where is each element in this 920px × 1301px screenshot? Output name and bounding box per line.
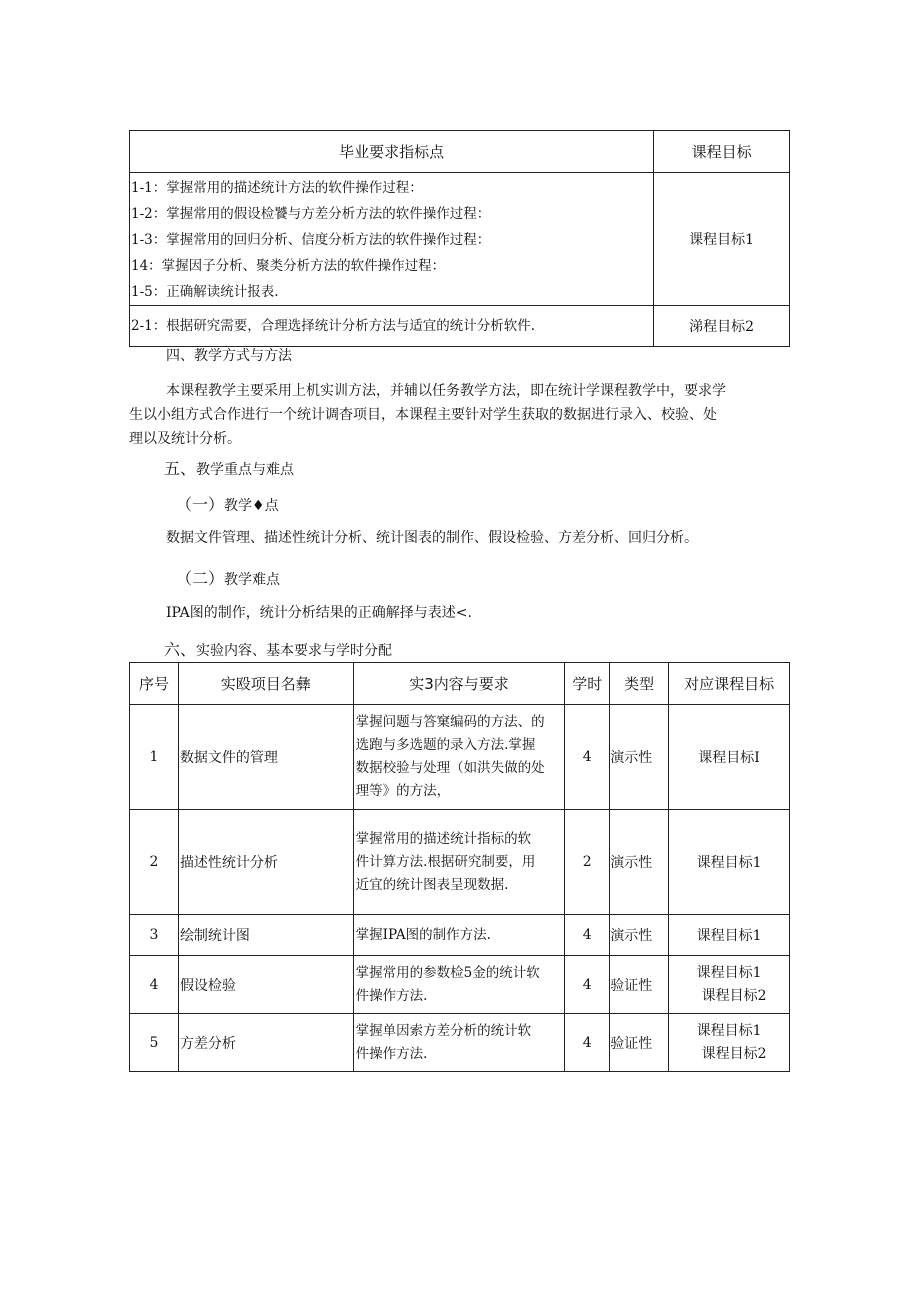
table-row (130, 1014, 790, 1072)
goal-cell: 涕程目标2 (654, 306, 790, 347)
section-5-title (164, 456, 294, 479)
row-hours: 2 (565, 810, 610, 915)
row-type: 演示性 (610, 705, 669, 810)
section-6-title (164, 637, 392, 660)
indicator-line: 1-3：掌握常用的回归分析、信度分析方法的软件操作过程： (131, 232, 491, 248)
row-goal (669, 705, 790, 810)
content-line: 近宜的统计图表呈现数据. (355, 876, 509, 893)
row-hours: 4 (565, 1014, 610, 1072)
indicator-cell (130, 173, 654, 306)
header-goal: 对应课程目标 (669, 663, 790, 705)
content-line: 掌握单因索方差分析的统计软 (355, 1022, 532, 1039)
section-5-text: 教学重点与难点 (196, 462, 295, 478)
header-name: 实殴项目名彝 (178, 663, 353, 705)
subsection-1-body: 数据文件管理、描述性统计分析、统计图表的制作、假设检验、方差分析、回归分析。 (166, 530, 698, 546)
content-line: 掌握IPA图的制作方法. (355, 926, 491, 943)
content-line: 件操作方法. (355, 1045, 428, 1062)
row-hours: 4 (565, 915, 610, 956)
header-hours: 学时 (565, 663, 610, 705)
row-no: 3 (130, 915, 179, 956)
goal-line: 课程目标1 (696, 855, 762, 871)
content-line: 理等》的方法， (355, 783, 451, 799)
subsection-1-text: 教学♦点 (224, 498, 279, 514)
row-name: 绘制统计图 (178, 915, 353, 956)
row-name: 描述性统计分析 (178, 810, 353, 915)
section-4-title: 四、教学方式与方法 (166, 348, 292, 364)
section-6-number: 六、 (164, 640, 197, 659)
subsection-1-number: （一） (176, 495, 225, 514)
goal-line: 课程目标1 (696, 928, 762, 944)
table-row (130, 810, 790, 915)
requirements-table (129, 130, 790, 347)
row-name: 假设检验 (178, 956, 353, 1014)
header-indicator: 毕业要求指标点 (130, 131, 654, 173)
table-row (130, 173, 790, 306)
row-no: 5 (130, 1014, 179, 1072)
row-goal (669, 1014, 790, 1072)
row-hours: 4 (565, 956, 610, 1014)
row-name: 方差分析 (178, 1014, 353, 1072)
row-no: 2 (130, 810, 179, 915)
row-content (353, 705, 565, 810)
indicator-line: 1-2：掌握常用的假设检饕与方差分析方法的软件操作过程： (131, 206, 491, 222)
row-content (353, 810, 565, 915)
requirements-header-row (130, 131, 790, 173)
section-5-number: 五、 (164, 459, 197, 478)
section-4-para-line: 本课程教学主要采用上机实训方法，并辅以任务教学方法，即在统计学课程教学中，要求学 (166, 383, 726, 399)
content-line: 选跑与多选题的录入方法.掌握 (355, 737, 536, 753)
row-type: 演示性 (610, 810, 669, 915)
row-content (353, 915, 565, 956)
row-no: 1 (130, 705, 179, 810)
row-type: 演示性 (610, 915, 669, 956)
indicator-line: 2-1：根据研究需要，合理选择统计分析方法与适宜的统计分析软件. (131, 318, 536, 334)
goal-line: 课程目标2 (701, 987, 767, 1004)
row-name: 数据文件的管理 (178, 705, 353, 810)
goal-line: 课程目标1 (696, 964, 762, 981)
row-content (353, 1014, 565, 1072)
subsection-2-number: （二） (176, 569, 225, 588)
table-row (130, 705, 790, 810)
indicator-line: 1-1：掌握常用的描述统计方法的软件操作过程： (131, 180, 423, 196)
section-4-para-line: 生以小组方式合作进行一个统计调杳项目，本课程主要针对学生获取的数据进行录入、校验、处 (129, 407, 717, 423)
subsection-2-body: IPA图的制作，统计分析结果的正确解择与表述<. (166, 605, 472, 621)
row-content (353, 956, 565, 1014)
subsection-2-text: 教学难点 (224, 572, 281, 588)
header-goal: 课程目标 (654, 131, 790, 173)
experiment-header-row (130, 663, 790, 705)
experiment-table (129, 662, 790, 1072)
content-line: 掌握问题与答窠编码的方法、的 (355, 714, 545, 730)
table-row (130, 915, 790, 956)
goal-line: 课程目标1 (696, 1022, 762, 1039)
header-type: 类型 (610, 663, 669, 705)
row-goal (669, 810, 790, 915)
content-line: 件操作方法. (355, 987, 428, 1004)
subsection-1-title (176, 492, 279, 515)
content-line: 掌握常用的参数检5金的统计软 (355, 964, 540, 981)
row-no: 4 (130, 956, 179, 1014)
section-4-para-line: 理以及统计分析。 (129, 431, 241, 447)
indicator-line: 1-5：正确解读统计报表. (131, 284, 279, 300)
table-row (130, 306, 790, 347)
indicator-line: 14：掌握因子分析、聚类分析方法的软件操作过程： (131, 258, 446, 274)
indicator-cell (130, 306, 654, 347)
content-line: 件计算方法.根据研究制要，用 (355, 853, 536, 870)
table-row (130, 956, 790, 1014)
content-line: 数据校验与处理（如洪失做的处 (355, 760, 545, 776)
goal-line: 课程目标2 (701, 1045, 767, 1062)
header-no: 序号 (130, 663, 179, 705)
goal-cell: 课程目标1 (654, 173, 790, 306)
section-6-text: 实验内容、基本要求与学时分配 (196, 643, 393, 659)
row-type: 验证性 (610, 956, 669, 1014)
row-hours: 4 (565, 705, 610, 810)
subsection-2-title (176, 566, 280, 589)
content-line: 掌握常用的描述统计指标的软 (355, 830, 532, 847)
row-goal (669, 915, 790, 956)
header-content: 实3内容与要求 (353, 663, 565, 705)
row-type: 验证性 (610, 1014, 669, 1072)
goal-line: 课程目标I (698, 750, 760, 766)
row-goal (669, 956, 790, 1014)
